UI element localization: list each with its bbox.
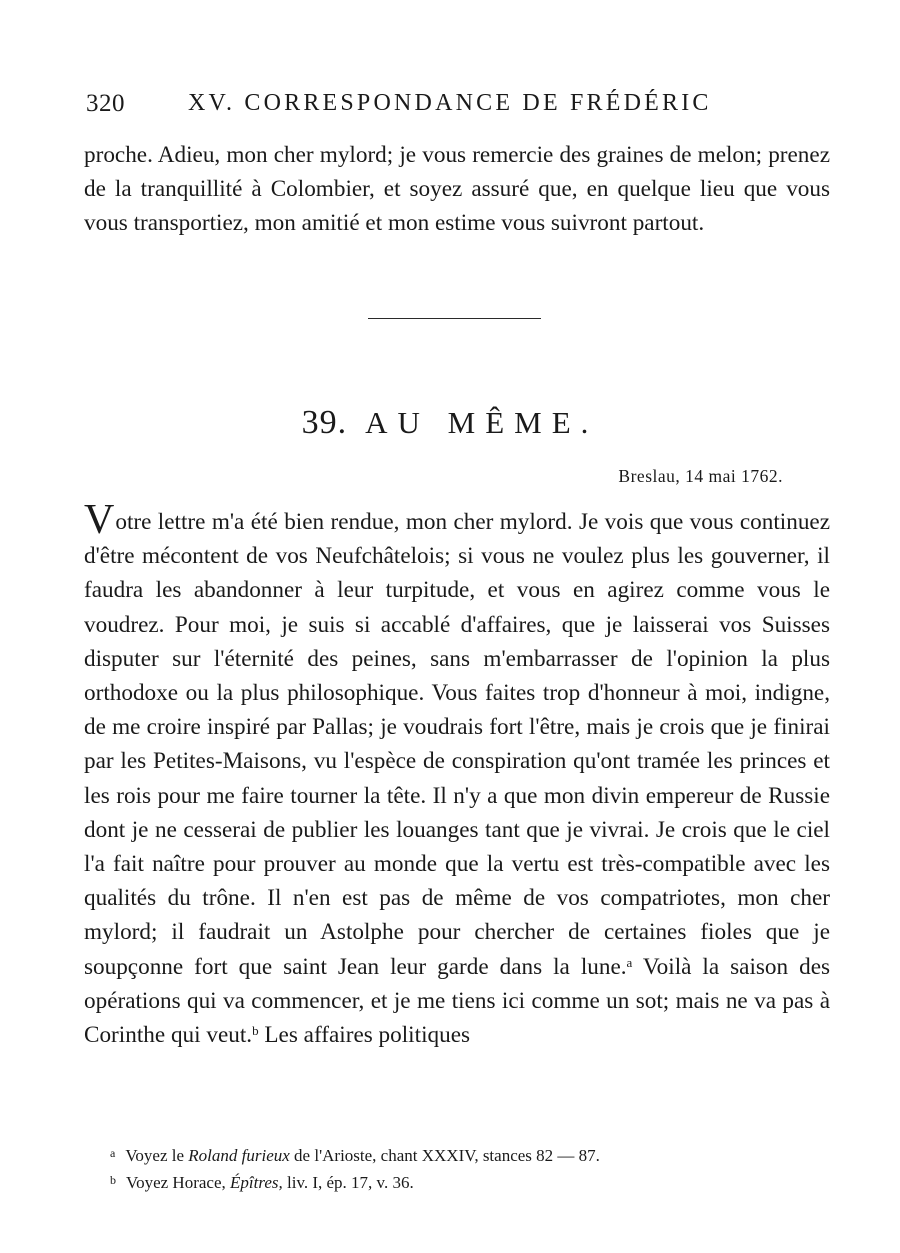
letter-text-part-3: Les affaires politiques — [258, 1022, 471, 1049]
section-divider — [368, 318, 541, 319]
footnote-mark: b — [110, 1173, 116, 1187]
footnotes — [110, 1141, 810, 1195]
running-head-title: XV. CORRESPONDANCE DE FRÉDÉRIC — [188, 90, 712, 116]
footnote-ref-a[interactable]: a — [626, 954, 633, 970]
footnote-text: Voyez Horace, — [126, 1173, 231, 1192]
page-number: 320 — [86, 90, 125, 117]
letter-dateline: Breslau, 14 mai 1762. — [618, 466, 783, 486]
footnote-italic-title: Roland furieux — [188, 1146, 290, 1165]
footnote-b — [110, 1168, 810, 1195]
footnote-mark: a — [110, 1146, 116, 1160]
letter-heading — [0, 404, 900, 442]
letter-text-part-2: Voilà la saison des opérations qui va commencer, et je me tiens ici comme un sot; mais ne va pas à Corinthe qui veut. — [84, 953, 831, 1049]
footnote-italic-title: Épîtres, — [230, 1173, 283, 1192]
letter-number: 39. — [301, 404, 348, 441]
previous-letter-closing: proche. Adieu, mon cher mylord; je vous remercie des graines de melon; prenez de la tranquillité à Colombier, et soyez assuré que, en quelque lieu que vous vous transportiez, mon amitié et mon estime vous suivront partout. — [84, 142, 830, 237]
letter-text-part-1: otre lettre m'a été bien rendue, mon cher mylord. Je vois que vous continuez d'être mécontent de vos Neufchâtelois; si vous ne voulez plus les gouverner, il faudra les abandonner à leur turpitude, et vous en agirez comme vous le voudrez. Pour moi, je suis si accablé d'affaires, que je laisserai vos Suisses disputer sur l'éternité des peines, sans m'embarrasser de l'opinion la plus orthodoxe ou la plus philosophique. Vous faites trop d'honneur à moi, indigne, de me croire inspiré par Pallas; je voudrais fort l'être, mais je crois que je finirai par les Petites-Maisons, vu l'espèce de conspiration qu'ont tramée les princes et les rois pour me faire tourner la tête. Il n'y a que mon divin empereur de Russie dont je ne cesserai de publier les louanges tant que je vivrai. Je crois que le ciel l'a fait naître pour prouver au monde que la vertu est très-compatible avec les qualités du trône. Il n'en est pas de même de vos compatriotes, mon cher mylord; il faudrait un Astolphe pour chercher de certaines fioles que je soupçonne fort que saint Jean leur garde dans la lune. — [84, 509, 830, 980]
drop-cap-initial: V — [84, 497, 115, 543]
footnote-a — [110, 1141, 810, 1168]
footnote-ref-b[interactable]: b — [252, 1023, 259, 1039]
footnote-text: de l'Arioste, chant XXXIV, stances 82 — 87. — [289, 1146, 600, 1165]
letter-body — [84, 497, 831, 1052]
footnote-text: liv. I, ép. 17, v. 36. — [282, 1173, 414, 1192]
letter-title: AU MÊME. — [365, 405, 599, 440]
running-head — [86, 90, 746, 124]
footnote-text: Voyez le — [125, 1146, 189, 1165]
